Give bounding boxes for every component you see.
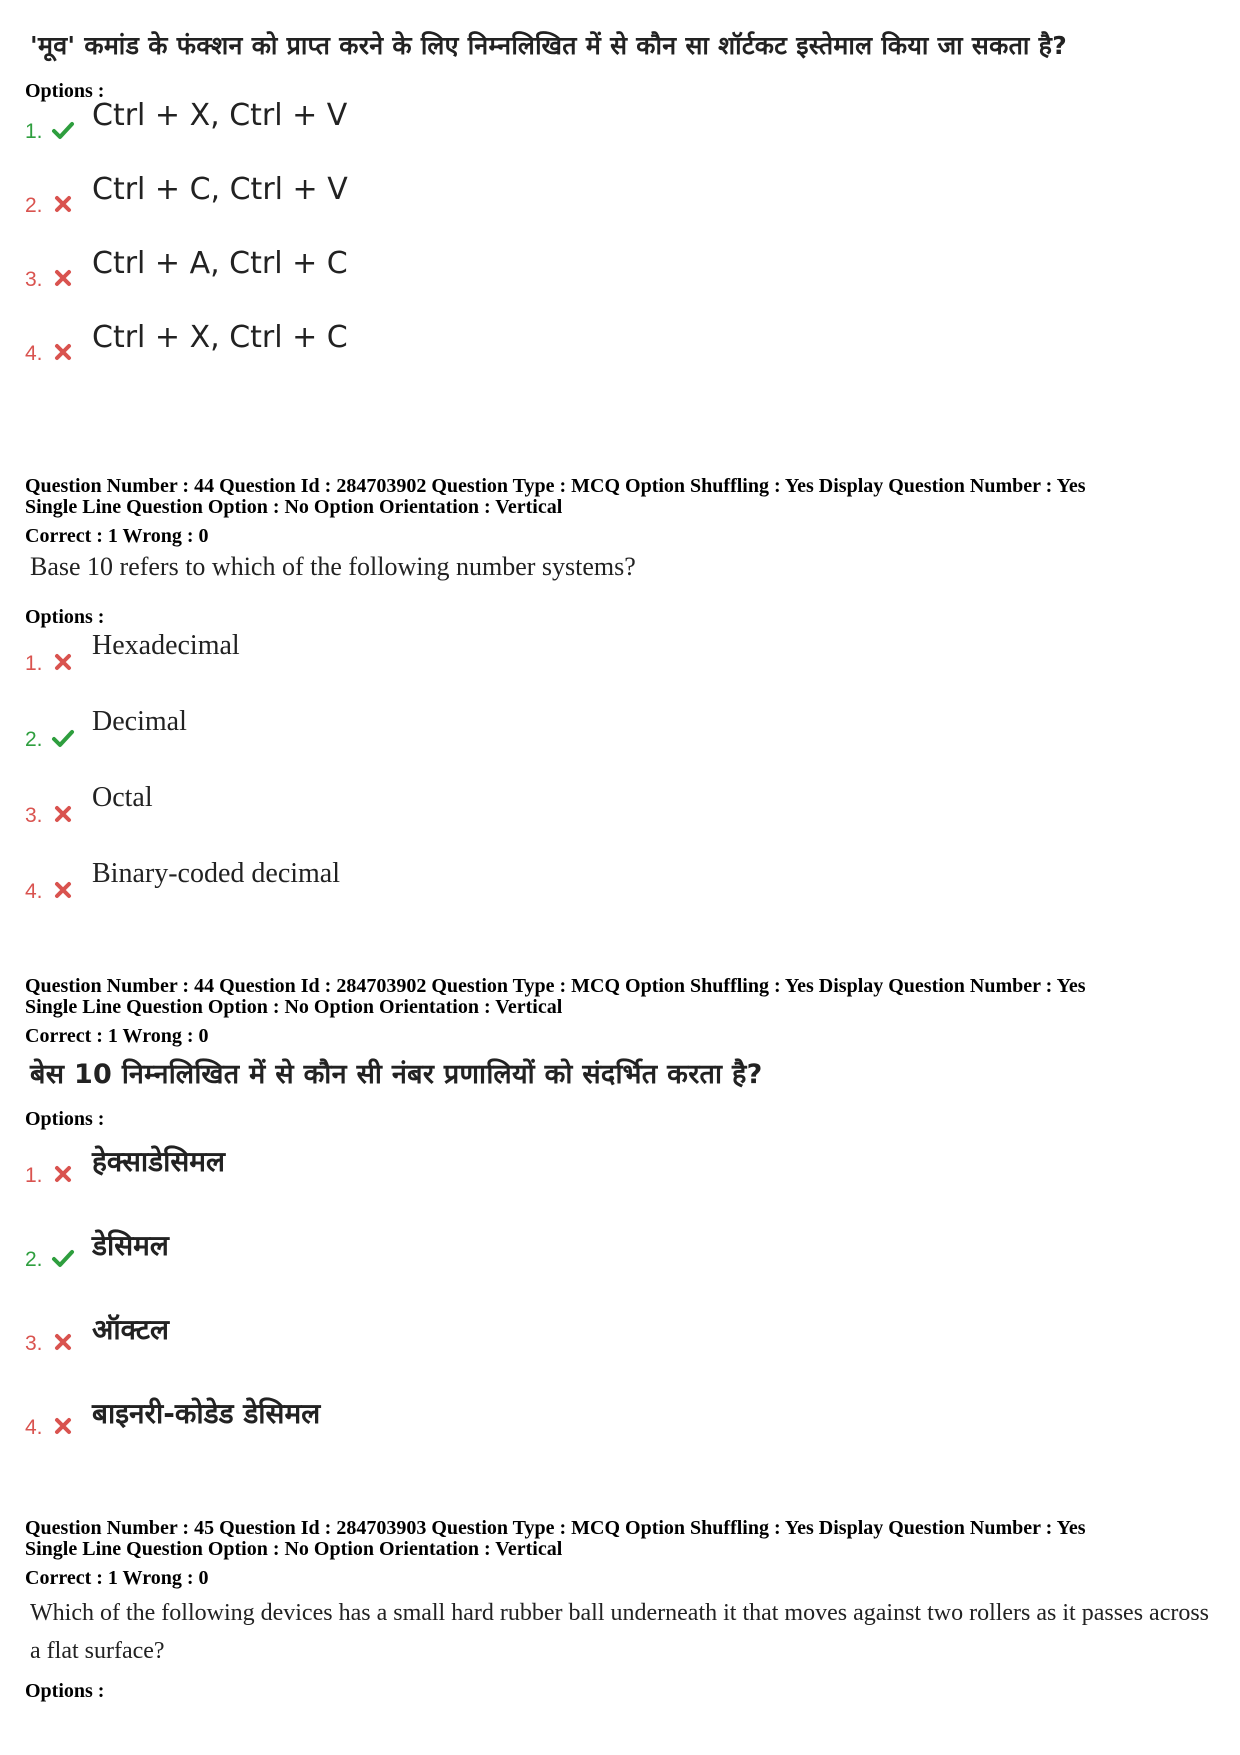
option-number: 2. <box>25 1248 43 1271</box>
option-number: 4. <box>25 1416 43 1439</box>
option-item <box>25 630 925 690</box>
cross-icon <box>51 802 75 826</box>
options-label: Options : <box>25 1108 105 1130</box>
marks-info: Correct : 1 Wrong : 0 <box>25 1025 209 1047</box>
option-text: ऑक्टल <box>92 1313 170 1346</box>
options-label: Options : <box>25 1680 105 1702</box>
option-number: 4. <box>25 880 43 903</box>
option-text: Decimal <box>92 706 187 737</box>
check-icon <box>51 118 75 142</box>
option-number: 4. <box>25 342 43 365</box>
question-meta <box>25 476 1225 518</box>
option-item <box>25 246 925 306</box>
cross-icon <box>51 650 75 674</box>
option-item <box>25 706 925 766</box>
option-number: 3. <box>25 268 43 291</box>
cross-icon <box>51 1162 75 1186</box>
question-text-rubber-ball: Which of the following devices has a small hard rubber ball underneath it that moves against two rollers as it passes across a flat surface? <box>30 1600 1210 1664</box>
option-number: 3. <box>25 804 43 827</box>
option-text: Ctrl + A, Ctrl + C <box>92 246 348 281</box>
question-text-base10-hindi: बेस 10 निम्नलिखित में से कौन सी नंबर प्रणालियों को संदर्भित करता है? <box>30 1059 763 1090</box>
option-item <box>25 98 925 158</box>
check-icon <box>51 726 75 750</box>
cross-icon <box>51 1330 75 1354</box>
option-item <box>25 320 925 380</box>
option-number: 1. <box>25 652 43 675</box>
option-number: 3. <box>25 1332 43 1355</box>
question-meta-line: Question Number : 44 Question Id : 284703902 Question Type : MCQ Option Shuffling : Yes Display Question Number : Yes <box>25 475 1086 497</box>
option-text: Octal <box>92 782 153 813</box>
cross-icon <box>51 340 75 364</box>
question-meta <box>25 976 1225 1018</box>
option-text: Ctrl + X, Ctrl + C <box>92 320 348 355</box>
option-text: Ctrl + C, Ctrl + V <box>92 172 348 207</box>
question-text-base10: Base 10 refers to which of the following number systems? <box>30 552 636 581</box>
option-item <box>25 1226 925 1286</box>
options-label: Options : <box>25 606 105 628</box>
question-meta-line: Question Number : 44 Question Id : 284703902 Question Type : MCQ Option Shuffling : Yes Display Question Number : Yes <box>25 975 1086 997</box>
option-item <box>25 172 925 232</box>
option-item <box>25 1310 925 1370</box>
cross-icon <box>51 266 75 290</box>
option-text: Hexadecimal <box>92 630 240 661</box>
question-meta <box>25 1518 1225 1560</box>
marks-info: Correct : 1 Wrong : 0 <box>25 525 209 547</box>
option-item <box>25 858 925 918</box>
question-meta-line: Single Line Question Option : No Option Orientation : Vertical <box>25 1538 563 1560</box>
option-text: हेक्साडेसिमल <box>92 1145 226 1178</box>
option-number: 2. <box>25 194 43 217</box>
option-item <box>25 1394 925 1454</box>
cross-icon <box>51 1414 75 1438</box>
option-number: 1. <box>25 120 43 143</box>
option-number: 2. <box>25 728 43 751</box>
question-meta-line: Question Number : 45 Question Id : 284703903 Question Type : MCQ Option Shuffling : Yes Display Question Number : Yes <box>25 1517 1086 1539</box>
option-text: Binary-coded decimal <box>92 858 341 889</box>
option-text: बाइनरी-कोडेड डेसिमल <box>92 1397 321 1430</box>
option-text: डेसिमल <box>92 1229 169 1262</box>
option-text: Ctrl + X, Ctrl + V <box>92 98 348 133</box>
marks-info: Correct : 1 Wrong : 0 <box>25 1567 209 1589</box>
check-icon <box>51 1246 75 1270</box>
options-label: Options : <box>25 80 105 102</box>
question-text-move-shortcut: 'मूव' कमांड के फंक्शन को प्राप्त करने के लिए निम्नलिखित में से कौन सा शॉर्टकट इस्तेमाल किया जा सकता है? <box>30 31 1068 60</box>
option-item <box>25 1142 925 1202</box>
option-item <box>25 782 925 842</box>
question-meta-line: Single Line Question Option : No Option Orientation : Vertical <box>25 996 563 1018</box>
cross-icon <box>51 192 75 216</box>
question-meta-line: Single Line Question Option : No Option Orientation : Vertical <box>25 496 563 518</box>
option-number: 1. <box>25 1164 43 1187</box>
cross-icon <box>51 878 75 902</box>
